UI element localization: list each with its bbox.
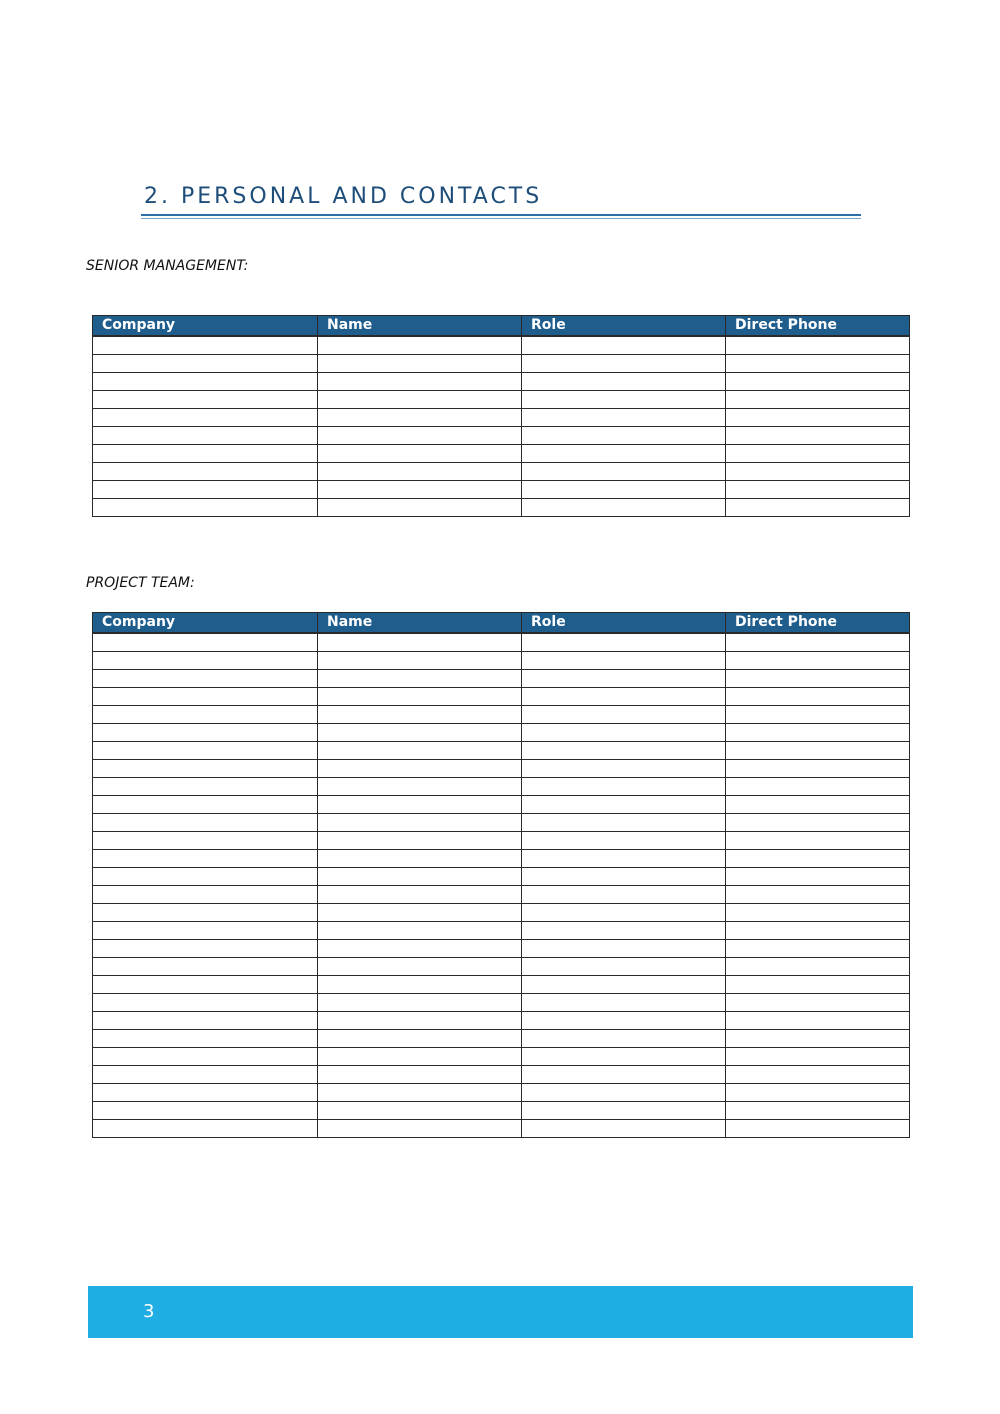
cell-company[interactable] <box>93 652 318 670</box>
cell-name[interactable] <box>318 724 522 742</box>
cell-direct-phone[interactable] <box>726 958 910 976</box>
table-row <box>93 796 910 814</box>
cell-company[interactable] <box>93 994 318 1012</box>
column-header-company: Company <box>93 316 318 337</box>
table-row <box>93 904 910 922</box>
cell-company[interactable] <box>93 373 318 391</box>
cell-company[interactable] <box>93 1120 318 1138</box>
table-row <box>93 850 910 868</box>
cell-name[interactable] <box>318 742 522 760</box>
table-row <box>93 688 910 706</box>
cell-direct-phone[interactable] <box>726 409 910 427</box>
cell-role[interactable] <box>522 463 726 481</box>
cell-direct-phone[interactable] <box>726 850 910 868</box>
cell-name[interactable] <box>318 1066 522 1084</box>
table-row <box>93 1066 910 1084</box>
cell-name[interactable] <box>318 904 522 922</box>
cell-role[interactable] <box>522 940 726 958</box>
cell-name[interactable] <box>318 832 522 850</box>
cell-company[interactable] <box>93 958 318 976</box>
cell-name[interactable] <box>318 481 522 499</box>
table-header-row <box>93 316 910 337</box>
cell-role[interactable] <box>522 1066 726 1084</box>
page-title: 2. PERSONAL AND CONTACTS <box>144 184 543 209</box>
cell-role[interactable] <box>522 724 726 742</box>
cell-direct-phone[interactable] <box>726 1120 910 1138</box>
table-row <box>93 868 910 886</box>
project-team-table <box>92 612 910 1138</box>
cell-name[interactable] <box>318 670 522 688</box>
senior-management-table <box>92 315 910 517</box>
table-row <box>93 976 910 994</box>
cell-company[interactable] <box>93 1048 318 1066</box>
cell-name[interactable] <box>318 976 522 994</box>
cell-role[interactable] <box>522 499 726 517</box>
cell-direct-phone[interactable] <box>726 427 910 445</box>
cell-direct-phone[interactable] <box>726 940 910 958</box>
cell-role[interactable] <box>522 652 726 670</box>
cell-name[interactable] <box>318 373 522 391</box>
cell-name[interactable] <box>318 633 522 652</box>
table-row <box>93 706 910 724</box>
cell-company[interactable] <box>93 850 318 868</box>
cell-role[interactable] <box>522 373 726 391</box>
cell-name[interactable] <box>318 1120 522 1138</box>
table-row <box>93 760 910 778</box>
cell-name[interactable] <box>318 796 522 814</box>
cell-direct-phone[interactable] <box>726 633 910 652</box>
cell-role[interactable] <box>522 760 726 778</box>
table-row <box>93 1030 910 1048</box>
cell-role[interactable] <box>522 1120 726 1138</box>
cell-name[interactable] <box>318 778 522 796</box>
cell-role[interactable] <box>522 850 726 868</box>
cell-role[interactable] <box>522 481 726 499</box>
table-row <box>93 463 910 481</box>
column-header-direct-phone: Direct Phone <box>726 613 910 634</box>
table-row <box>93 778 910 796</box>
table-row <box>93 670 910 688</box>
cell-name[interactable] <box>318 940 522 958</box>
cell-direct-phone[interactable] <box>726 742 910 760</box>
cell-name[interactable] <box>318 336 522 355</box>
cell-company[interactable] <box>93 670 318 688</box>
cell-role[interactable] <box>522 1084 726 1102</box>
table-row <box>93 742 910 760</box>
cell-company[interactable] <box>93 814 318 832</box>
cell-direct-phone[interactable] <box>726 832 910 850</box>
table-row <box>93 409 910 427</box>
cell-company[interactable] <box>93 706 318 724</box>
cell-name[interactable] <box>318 994 522 1012</box>
cell-name[interactable] <box>318 427 522 445</box>
cell-direct-phone[interactable] <box>726 463 910 481</box>
cell-direct-phone[interactable] <box>726 391 910 409</box>
table-row <box>93 832 910 850</box>
table-row <box>93 633 910 652</box>
column-header-name: Name <box>318 316 522 337</box>
column-header-role: Role <box>522 316 726 337</box>
title-underline <box>141 214 861 216</box>
cell-direct-phone[interactable] <box>726 355 910 373</box>
cell-direct-phone[interactable] <box>726 1048 910 1066</box>
cell-name[interactable] <box>318 886 522 904</box>
table-row <box>93 940 910 958</box>
table-row <box>93 391 910 409</box>
cell-role[interactable] <box>522 994 726 1012</box>
table-row <box>93 724 910 742</box>
column-header-name: Name <box>318 613 522 634</box>
table-row <box>93 1084 910 1102</box>
cell-company[interactable] <box>93 1084 318 1102</box>
cell-company[interactable] <box>93 355 318 373</box>
column-header-role: Role <box>522 613 726 634</box>
cell-company[interactable] <box>93 633 318 652</box>
table-row <box>93 481 910 499</box>
cell-company[interactable] <box>93 832 318 850</box>
cell-role[interactable] <box>522 355 726 373</box>
cell-name[interactable] <box>318 355 522 373</box>
cell-name[interactable] <box>318 1030 522 1048</box>
table-row <box>93 814 910 832</box>
cell-role[interactable] <box>522 1030 726 1048</box>
cell-direct-phone[interactable] <box>726 1102 910 1120</box>
cell-role[interactable] <box>522 706 726 724</box>
table-row <box>93 994 910 1012</box>
cell-role[interactable] <box>522 976 726 994</box>
cell-company[interactable] <box>93 922 318 940</box>
cell-role[interactable] <box>522 409 726 427</box>
cell-company[interactable] <box>93 1066 318 1084</box>
cell-company[interactable] <box>93 1012 318 1030</box>
cell-role[interactable] <box>522 336 726 355</box>
cell-company[interactable] <box>93 940 318 958</box>
cell-name[interactable] <box>318 922 522 940</box>
cell-role[interactable] <box>522 832 726 850</box>
table-row <box>93 445 910 463</box>
cell-direct-phone[interactable] <box>726 814 910 832</box>
cell-company[interactable] <box>93 868 318 886</box>
cell-company[interactable] <box>93 742 318 760</box>
cell-direct-phone[interactable] <box>726 778 910 796</box>
cell-role[interactable] <box>522 958 726 976</box>
cell-role[interactable] <box>522 886 726 904</box>
cell-direct-phone[interactable] <box>726 904 910 922</box>
table-row <box>93 1102 910 1120</box>
table-row <box>93 373 910 391</box>
cell-company[interactable] <box>93 463 318 481</box>
cell-role[interactable] <box>522 688 726 706</box>
cell-company[interactable] <box>93 427 318 445</box>
cell-company[interactable] <box>93 499 318 517</box>
project-team-label: PROJECT TEAM: <box>86 575 195 591</box>
cell-company[interactable] <box>93 688 318 706</box>
cell-name[interactable] <box>318 463 522 481</box>
cell-direct-phone[interactable] <box>726 868 910 886</box>
cell-role[interactable] <box>522 922 726 940</box>
cell-company[interactable] <box>93 1030 318 1048</box>
cell-company[interactable] <box>93 760 318 778</box>
cell-name[interactable] <box>318 1012 522 1030</box>
table-row <box>93 922 910 940</box>
cell-direct-phone[interactable] <box>726 1012 910 1030</box>
table-row <box>93 1048 910 1066</box>
cell-role[interactable] <box>522 1012 726 1030</box>
table-row <box>93 652 910 670</box>
cell-name[interactable] <box>318 391 522 409</box>
cell-role[interactable] <box>522 1102 726 1120</box>
cell-direct-phone[interactable] <box>726 1066 910 1084</box>
cell-direct-phone[interactable] <box>726 373 910 391</box>
cell-role[interactable] <box>522 391 726 409</box>
cell-name[interactable] <box>318 706 522 724</box>
cell-direct-phone[interactable] <box>726 445 910 463</box>
senior-management-label: SENIOR MANAGEMENT: <box>86 258 249 274</box>
table-row <box>93 427 910 445</box>
cell-role[interactable] <box>522 742 726 760</box>
cell-direct-phone[interactable] <box>726 724 910 742</box>
cell-direct-phone[interactable] <box>726 499 910 517</box>
cell-role[interactable] <box>522 445 726 463</box>
cell-company[interactable] <box>93 391 318 409</box>
cell-company[interactable] <box>93 445 318 463</box>
cell-name[interactable] <box>318 850 522 868</box>
page-number: 3 <box>143 1301 155 1322</box>
cell-company[interactable] <box>93 778 318 796</box>
cell-direct-phone[interactable] <box>726 760 910 778</box>
table-row <box>93 958 910 976</box>
cell-role[interactable] <box>522 427 726 445</box>
cell-direct-phone[interactable] <box>726 688 910 706</box>
cell-name[interactable] <box>318 868 522 886</box>
cell-company[interactable] <box>93 886 318 904</box>
table-row <box>93 336 910 355</box>
cell-direct-phone[interactable] <box>726 706 910 724</box>
cell-role[interactable] <box>522 1048 726 1066</box>
cell-direct-phone[interactable] <box>726 994 910 1012</box>
cell-role[interactable] <box>522 778 726 796</box>
cell-direct-phone[interactable] <box>726 652 910 670</box>
cell-name[interactable] <box>318 409 522 427</box>
cell-name[interactable] <box>318 1084 522 1102</box>
cell-direct-phone[interactable] <box>726 796 910 814</box>
cell-name[interactable] <box>318 958 522 976</box>
cell-name[interactable] <box>318 1048 522 1066</box>
cell-direct-phone[interactable] <box>726 1030 910 1048</box>
column-header-company: Company <box>93 613 318 634</box>
table-header-row <box>93 613 910 634</box>
cell-name[interactable] <box>318 1102 522 1120</box>
cell-name[interactable] <box>318 499 522 517</box>
cell-role[interactable] <box>522 814 726 832</box>
cell-direct-phone[interactable] <box>726 976 910 994</box>
cell-company[interactable] <box>93 904 318 922</box>
cell-company[interactable] <box>93 796 318 814</box>
cell-direct-phone[interactable] <box>726 336 910 355</box>
cell-role[interactable] <box>522 670 726 688</box>
cell-company[interactable] <box>93 976 318 994</box>
table-row <box>93 1120 910 1138</box>
cell-role[interactable] <box>522 904 726 922</box>
table-row <box>93 886 910 904</box>
cell-role[interactable] <box>522 796 726 814</box>
cell-name[interactable] <box>318 652 522 670</box>
column-header-direct-phone: Direct Phone <box>726 316 910 337</box>
cell-company[interactable] <box>93 336 318 355</box>
footer-bar <box>88 1286 913 1338</box>
table-row <box>93 355 910 373</box>
cell-direct-phone[interactable] <box>726 922 910 940</box>
cell-role[interactable] <box>522 868 726 886</box>
cell-direct-phone[interactable] <box>726 1084 910 1102</box>
table-row <box>93 499 910 517</box>
cell-direct-phone[interactable] <box>726 670 910 688</box>
cell-name[interactable] <box>318 814 522 832</box>
cell-name[interactable] <box>318 688 522 706</box>
cell-name[interactable] <box>318 445 522 463</box>
title-underline-secondary <box>141 218 861 219</box>
cell-role[interactable] <box>522 633 726 652</box>
cell-direct-phone[interactable] <box>726 481 910 499</box>
cell-company[interactable] <box>93 481 318 499</box>
cell-direct-phone[interactable] <box>726 886 910 904</box>
cell-company[interactable] <box>93 1102 318 1120</box>
cell-company[interactable] <box>93 724 318 742</box>
cell-name[interactable] <box>318 760 522 778</box>
table-row <box>93 1012 910 1030</box>
cell-company[interactable] <box>93 409 318 427</box>
